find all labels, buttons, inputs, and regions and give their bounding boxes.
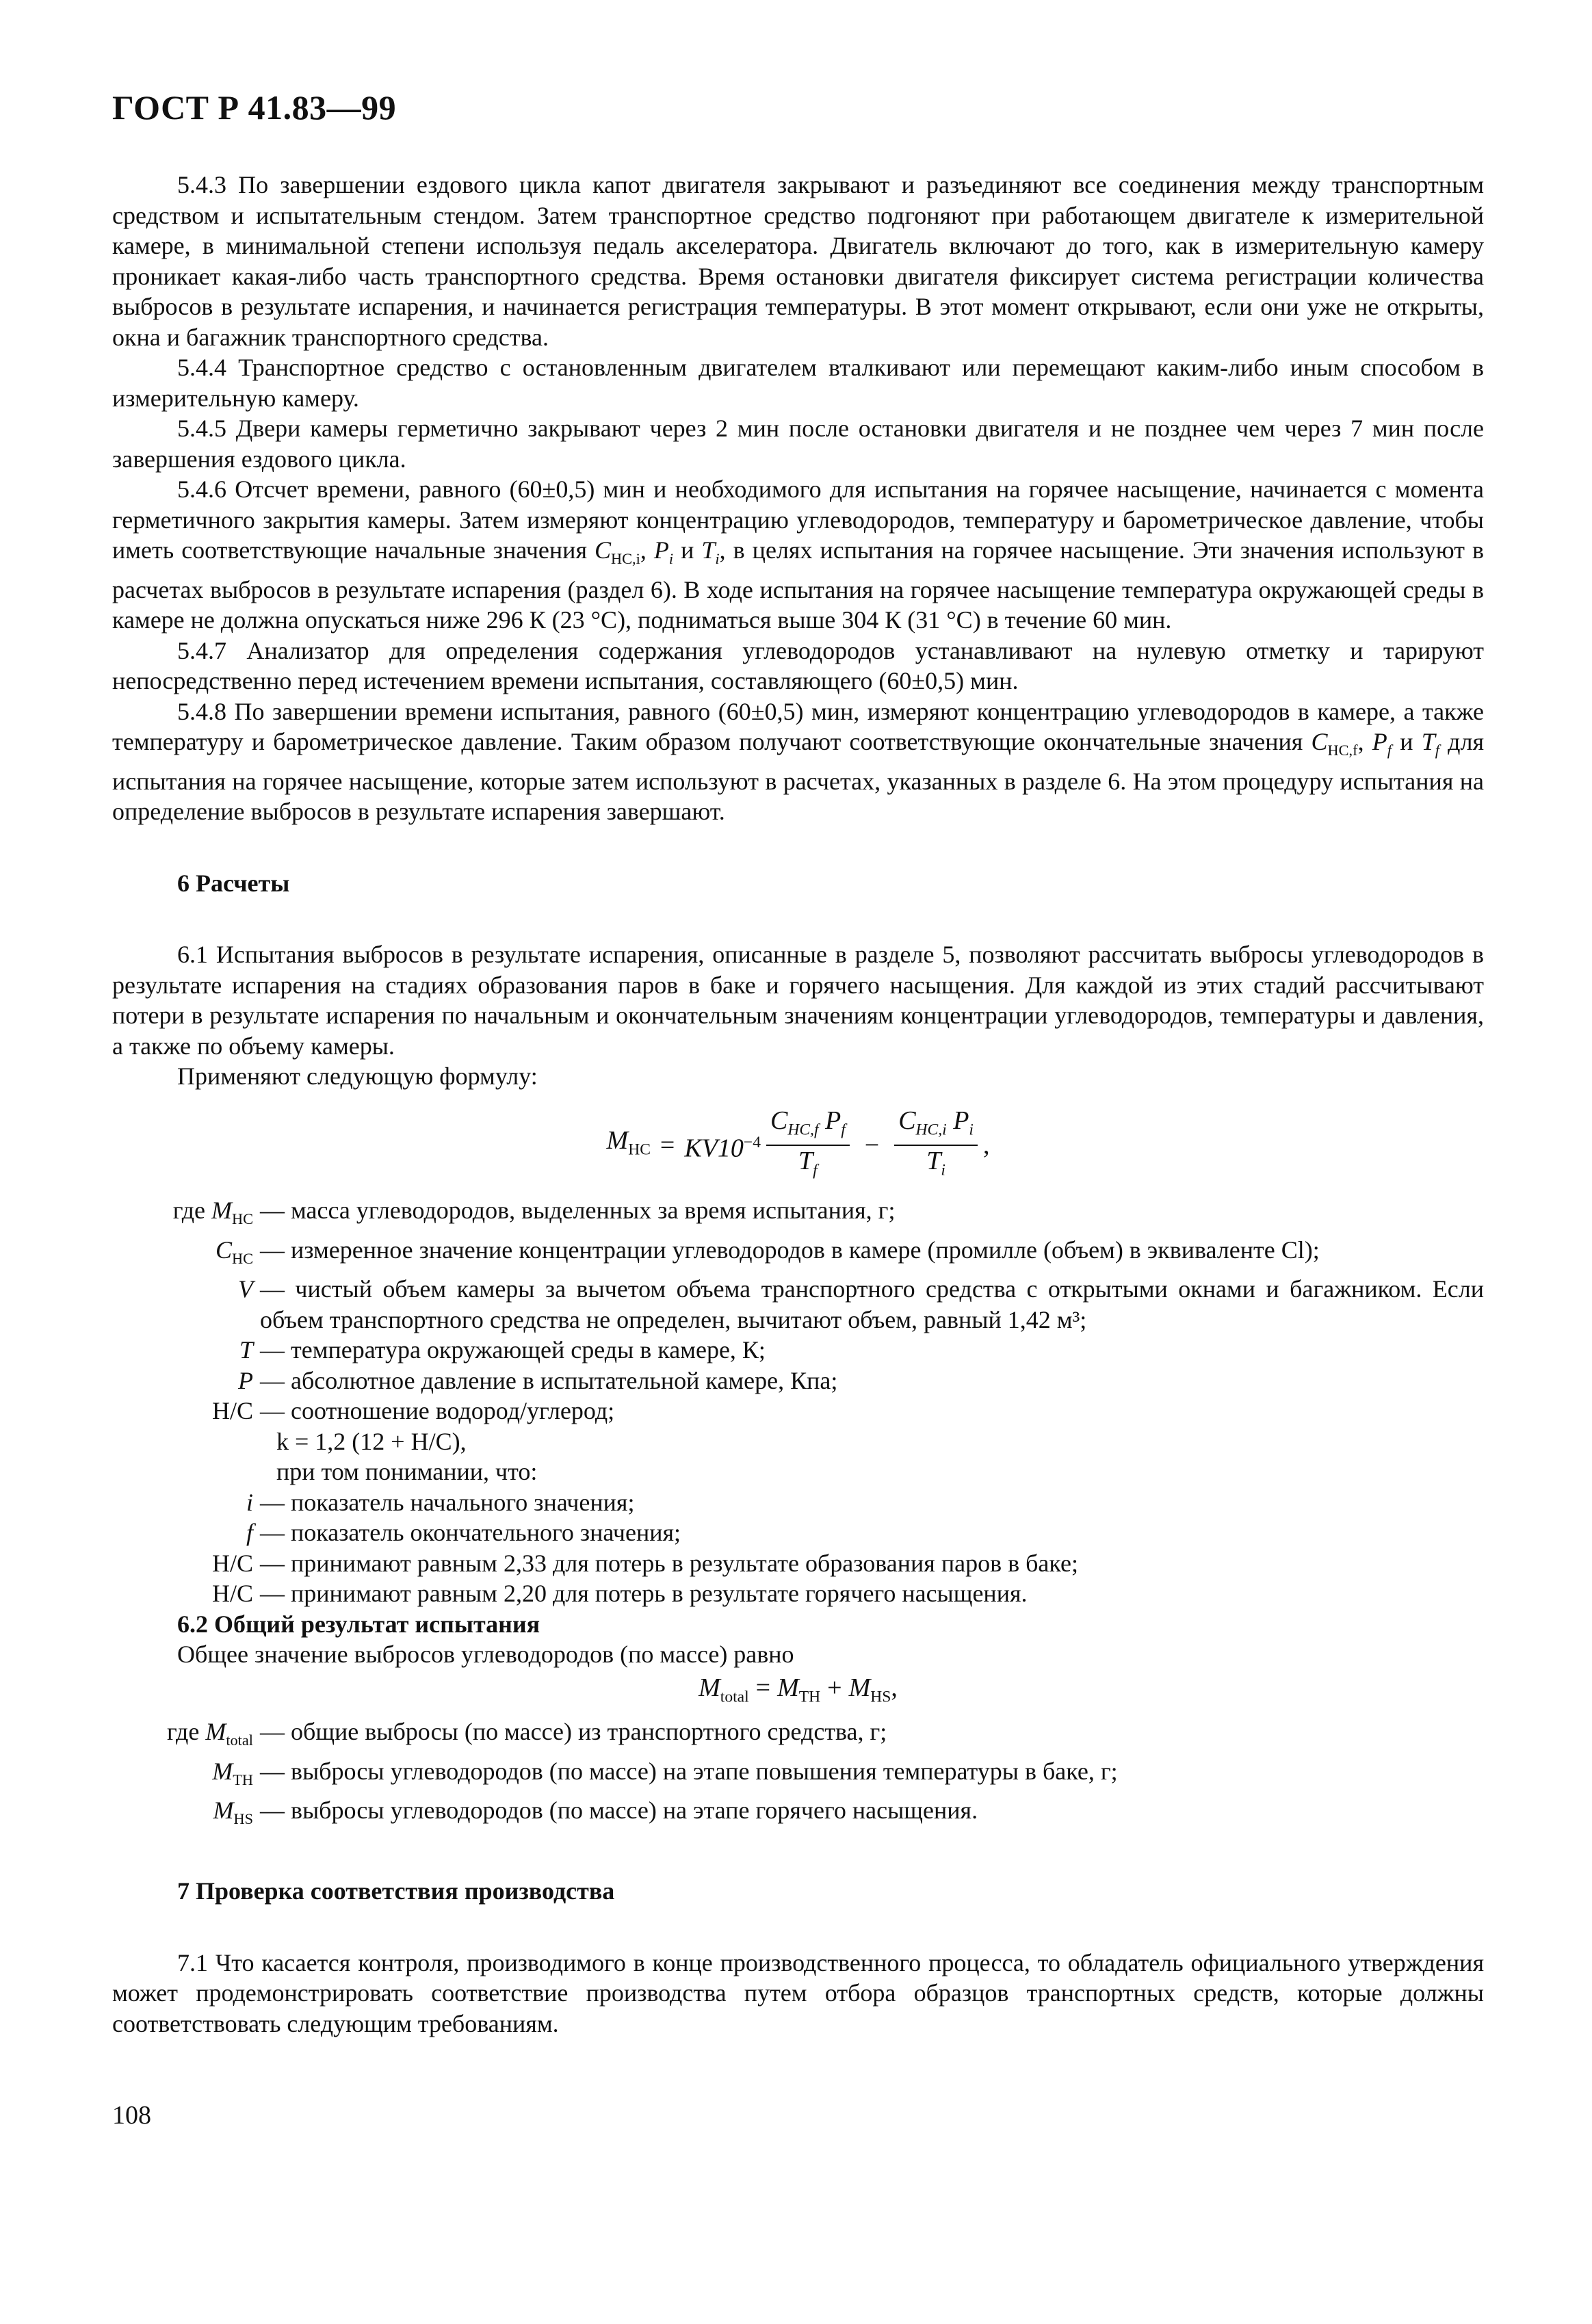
definition-row: H/C — принимают равным 2,33 для потерь в результате образования паров в баке; — [211, 1549, 1078, 1577]
p548-c-symbol: C — [1311, 728, 1328, 756]
k-formula: k = 1,2 (12 + H/C), — [276, 1427, 467, 1455]
p548-t-sub: f — [1435, 742, 1439, 759]
p548-p-sub: f — [1387, 742, 1392, 759]
page-number: 108 — [112, 2101, 151, 2130]
section-6-2-intro: Общее значение выбросов углеводородов (по массе) равно — [177, 1641, 794, 1669]
formula-equals: = — [660, 1131, 675, 1160]
p546-p-sub: i — [668, 550, 674, 568]
formula-mhc — [112, 1107, 1484, 1184]
p548-t-symbol: T — [1421, 728, 1435, 756]
formula-fraction-initial: $\frac{C_{HC,i} P_i}{T_i}$ — [894, 1107, 978, 1184]
p546-text-before: 5.4.6 Отсчет времени, равного (60±0,5) мин и необходимого для испытания на горячее насыщение, начинается с момента герметичного закрытия камеры. Затем измеряют концентрацию углеводородов, температуру и барометрическое давление, чтобы иметь соответствующие начальные значения — [112, 475, 1484, 564]
definition-row: H/C — принимают равным 2,20 для потерь в результате горячего насыщения. — [211, 1580, 1028, 1608]
definition-row: T — температура окружающей среды в камере, К; — [239, 1336, 766, 1364]
formula2-term1: $M_{TH}$ — [777, 1673, 821, 1706]
paragraph-5-4-6 — [112, 474, 1484, 636]
document-header: ГОСТ Р 41.83—99 — [112, 88, 397, 127]
definition-row: P — абсолютное давление в испытательной камере, Кпа; — [238, 1366, 838, 1394]
definition-row: V — чистый объем камеры за вычетом объема транспортного средства с открытыми окнами и багажником. Если объем транспортного средства не определен, вычитают объем, равный 1,42 м³; — [238, 1275, 1484, 1333]
p548-c-sub: HC,f — [1327, 742, 1358, 759]
understanding-note: при том понимании, что: — [276, 1458, 538, 1486]
definition-row: f — показатель окончательного значения; — [246, 1519, 681, 1547]
definition-row: $C_{HC}$ — измеренное значение концентрации углеводородов в камере (промилле (объем) в эквиваленте Cl); — [215, 1236, 1320, 1267]
p548-text-before: 5.4.8 По завершении времени испытания, равного (60±0,5) мин, измеряют концентрацию углеводородов в камере, а также температуру и барометрическое давление. Таким образом получают соответствующие окончательные значения — [112, 697, 1484, 756]
p548-comma: , — [1357, 728, 1372, 756]
definition-row: i — показатель начального значения; — [246, 1488, 635, 1516]
definition-row: $M_{HS}$ — выбросы углеводородов (по массе) на этапе горячего насыщения. — [213, 1797, 978, 1828]
paragraph-5-4-5: 5.4.5 Двери камеры герметично закрывают через 2 мин после остановки двигателя и не позднее чем через 7 мин после завершения ездового цикла. — [112, 415, 1484, 473]
section-7-heading: 7 Проверка соответствия производства — [177, 1877, 615, 1905]
formula-minus: − — [864, 1131, 880, 1160]
p546-and: и — [673, 536, 702, 564]
paragraph-5-4-8 — [112, 696, 1484, 827]
paragraph-5-4-4: 5.4.4 Транспортное средство с остановленным двигателем вталкивают или перемещают каким-либо иным способом в измерительную камеру. — [112, 354, 1484, 412]
paragraph-5-4-3: 5.4.3 По завершении ездового цикла капот двигателя закрывают и разъединяют все соединения между транспортным средством и испытательным стендом. Затем транспортное средство подгоняют при работающем двигателе к измерительной камере, в минимальной степени используя педаль акселератора. Двигатель включают до того, как в измерительную камеру проникает какая-либо часть транспортного средства. Время остановки двигателя фиксирует система регистрации количества выбросов в результате испарения, и начинается регистрация температуры. В этот момент открывают, если они уже не открыты, окна и багажник транспортного средства. — [112, 171, 1484, 351]
definitions-list-2 — [112, 1716, 1484, 1835]
paragraph-7-1: 7.1 Что касается контроля, производимого в конце производственного процесса, то обладатель официального утверждения может продемонстрировать соответствие производства путем отбора образцов транспортных средств, которые должны соответствовать следующим требованиям. — [112, 1948, 1484, 2037]
formula-lhs: $M_{HC}$ — [606, 1126, 651, 1160]
definition-row: где $M_{HC}$ — масса углеводородов, выделенных за время испытания, г; — [172, 1197, 896, 1228]
definition-row: где $M_{total}$ — общие выбросы (по массе) из транспортного средства, г; — [167, 1718, 887, 1749]
p546-text-after: , в целях испытания на горячее насыщение. Эти значения используют в расчетах выбросов в результате испарения (раздел 6). В ходе испытания на горячее насыщение температура окружающей среды в камере не должна опускаться ниже 296 К (23 °С), подниматься выше 304 К (31 °С) в течение 60 мин. — [112, 536, 1484, 634]
p546-comma: , — [640, 536, 654, 564]
formula2-term2: $M_{HS}$ — [848, 1673, 891, 1706]
p546-p-symbol: P — [653, 536, 669, 564]
section-6-heading: 6 Расчеты — [177, 869, 290, 897]
formula-mtotal: $M_{total}$ = $M_{TH}$ + $M_{HS}$ , — [112, 1673, 1484, 1712]
formula-coefficient: $KV10^{-4}$ — [684, 1133, 761, 1163]
p548-p-symbol: P — [1372, 728, 1387, 756]
formula-fraction-final: $\frac{C_{HC,f} P_f}{T_f}$ — [766, 1107, 850, 1184]
paragraph-5-4-7: 5.4.7 Анализатор для определения содержания углеводородов устанавливают на нулевую отметку и тарируют непосредственно перед истечением времени испытания, составляющего (60±0,5) мин. — [112, 636, 1484, 695]
definition-row: H/C — соотношение водород/углерод; — [211, 1397, 615, 1425]
section-6-2-heading: 6.2 Общий результат испытания — [177, 1610, 540, 1638]
p546-t-symbol: T — [701, 536, 716, 564]
formula2-lhs: $M_{total}$ — [699, 1673, 749, 1706]
formula-intro: Применяют следующую формулу: — [177, 1062, 538, 1091]
definitions-list — [112, 1195, 1484, 1609]
p546-c-sub: HC,i — [611, 550, 640, 568]
definition-row: $M_{TH}$ — выбросы углеводородов (по массе) на этапе повышения температуры в баке, г; — [212, 1757, 1118, 1788]
p548-text-after: для испытания на горячее насыщение, которые затем используют в расчетах, указанных в разделе 6. На этом процедуру испытания на определение выбросов в результате испарения завершают. — [112, 728, 1485, 826]
paragraph-6-1: 6.1 Испытания выбросов в результате испарения, описанные в разделе 5, позволяют рассчитать выбросы углеводородов в результате испарения на стадиях образования паров в баке и горячего насыщения. Для каждой из этих стадий рассчитывают потери в результате испарения по начальным и окончательным значениям концентрации углеводородов, температуры и давления, а также по объему камеры. — [112, 941, 1484, 1060]
formula-tail: , — [982, 1131, 990, 1160]
p546-t-sub: i — [715, 550, 720, 568]
p546-c-symbol: C — [595, 536, 612, 564]
p548-and: и — [1392, 728, 1422, 756]
where-label: где — [172, 1197, 205, 1225]
page-body — [112, 170, 1484, 2039]
